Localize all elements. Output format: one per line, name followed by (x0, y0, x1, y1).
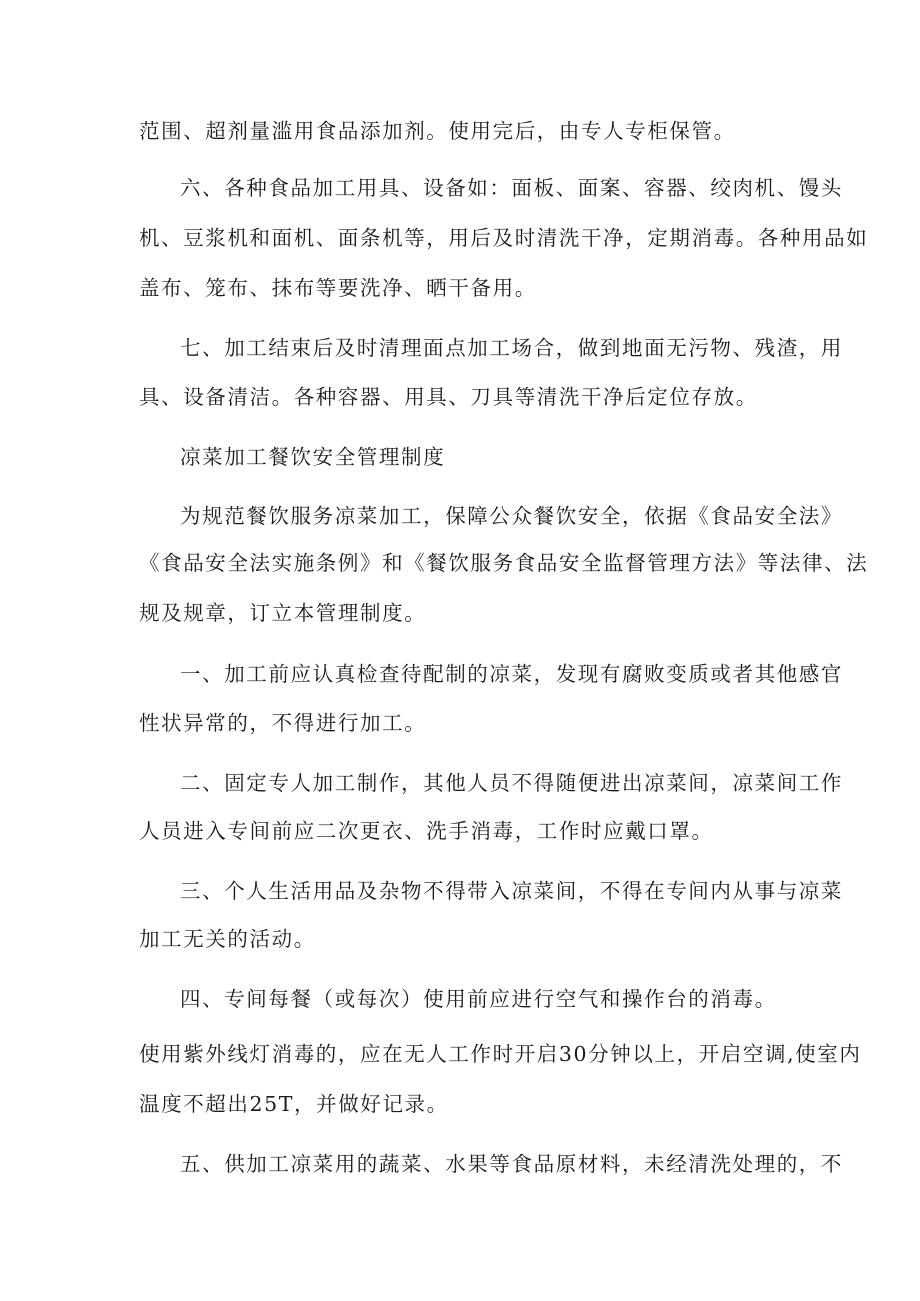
text-line: 一、加工前应认真检查待配制的凉菜，发现有腐败变质或者其他感官 (180, 662, 843, 686)
text-line: 性状异常的，不得进行加工。 (139, 711, 427, 735)
text-line: 三、个人生活用品及杂物不得带入凉菜间，不得在专间内从事与凉菜 (180, 879, 843, 903)
text-line: 人员进入专间前应二次更衣、洗手消毒，工作时应戴口罩。 (139, 819, 714, 843)
text-line: 为规范餐饮服务凉菜加工，保障公众餐饮安全，依据《食品安全法》 (180, 504, 843, 528)
section-heading: 凉菜加工餐饮安全管理制度 (180, 445, 446, 469)
text-line: 四、专间每餐（或每次）使用前应进行空气和操作台的消毒。 (180, 987, 777, 1011)
text-line: 二、固定专人加工制作，其他人员不得随便进出凉菜间，凉菜间工作 (180, 771, 843, 795)
text-line: 范围、超剂量滥用食品添加剂。使用完后，由专人专柜保管。 (139, 119, 736, 143)
text-line: 使用紫外线灯消毒的，应在无人工作时开启30分钟以上，开启空调,使室内 (139, 1042, 862, 1066)
text-line: 七、加工结束后及时清理面点加工场合，做到地面无污物、残渣，用 (180, 336, 843, 360)
text-line: 具、设备清洁。各种容器、用具、刀具等清洗干净后定位存放。 (139, 385, 758, 409)
text-line: 机、豆浆机和面机、面条机等，用后及时清洗干净，定期消毒。各种用品如 (139, 226, 869, 250)
text-line: 六、各种食品加工用具、设备如：面板、面案、容器、绞肉机、馒头 (180, 176, 843, 200)
text-line: 《食品安全法实施条例》和《餐饮服务食品安全监督管理方法》等法律、法 (139, 551, 869, 575)
text-line: 盖布、笼布、抹布等要洗净、晒干备用。 (139, 276, 537, 300)
text-line: 温度不超出25T，并做好记录。 (139, 1092, 449, 1116)
text-line: 五、供加工凉菜用的蔬菜、水果等食品原材料，未经清洗处理的，不 (180, 1152, 843, 1176)
text-line: 加工无关的活动。 (139, 927, 316, 951)
text-line: 规及规章，订立本管理制度。 (139, 601, 427, 625)
